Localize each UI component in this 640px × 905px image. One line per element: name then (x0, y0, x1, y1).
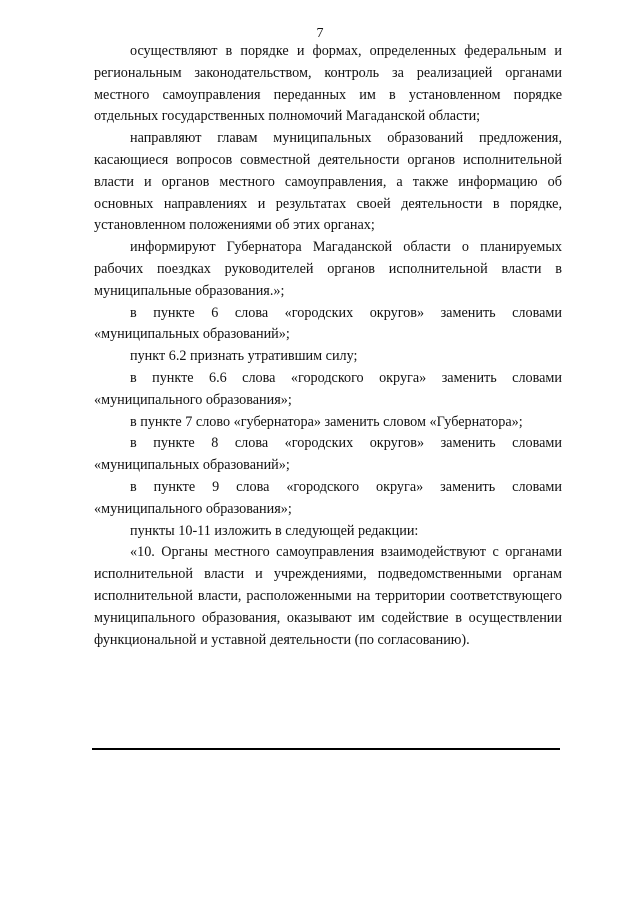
paragraph-9: в пункте 9 слова «городского округа» заменить словами «муниципального образования»; (94, 478, 562, 517)
paragraph-8: в пункте 8 слова «городских округов» заменить словами «муниципальных образований»; (94, 435, 562, 474)
paragraph-1: осуществляют в порядке и формах, определенных федеральным и региональным законодательством, контроль за реализацией органами местного самоуправления переданных им в установленном порядке отдельных государственных полномочий Магаданской области; (94, 43, 562, 125)
page-number: 7 (316, 26, 324, 41)
paragraph-4: в пункте 6 слова «городских округов» заменить словами «муниципальных образований»; (94, 304, 562, 343)
paragraph-11: «10. Органы местного самоуправления взаимодействуют с органами исполнительной власти и учреждениями, подведомственными органам исполнительной власти, расположенными на территории соответствующего муниципального образования, оказывают им содействие в осуществлении функциональной и уставной деятельности (по согласованию). (94, 544, 562, 648)
document-body (94, 41, 562, 651)
paragraph-7: в пункте 7 слово «губернатора» заменить словом «Губернатора»; (130, 413, 523, 430)
paragraph-6: в пункте 6.6 слова «городского округа» заменить словами «муниципального образования»; (94, 369, 562, 408)
footer-divider (92, 748, 560, 750)
paragraph-3: информируют Губернатора Магаданской области о планируемых рабочих поездках руководителей органов исполнительной власти в муниципальные образования.»; (94, 239, 562, 299)
paragraph-2: направляют главам муниципальных образований предложения, касающиеся вопросов совместной деятельности органов исполнительной власти и органов местного самоуправления, а также информацию об основных направлениях и результатах своей деятельности в порядке, установленном положениями об этих органах; (94, 130, 562, 234)
paragraph-10: пункты 10-11 изложить в следующей редакции: (130, 522, 419, 539)
paragraph-5: пункт 6.2 признать утратившим силу; (130, 348, 358, 365)
